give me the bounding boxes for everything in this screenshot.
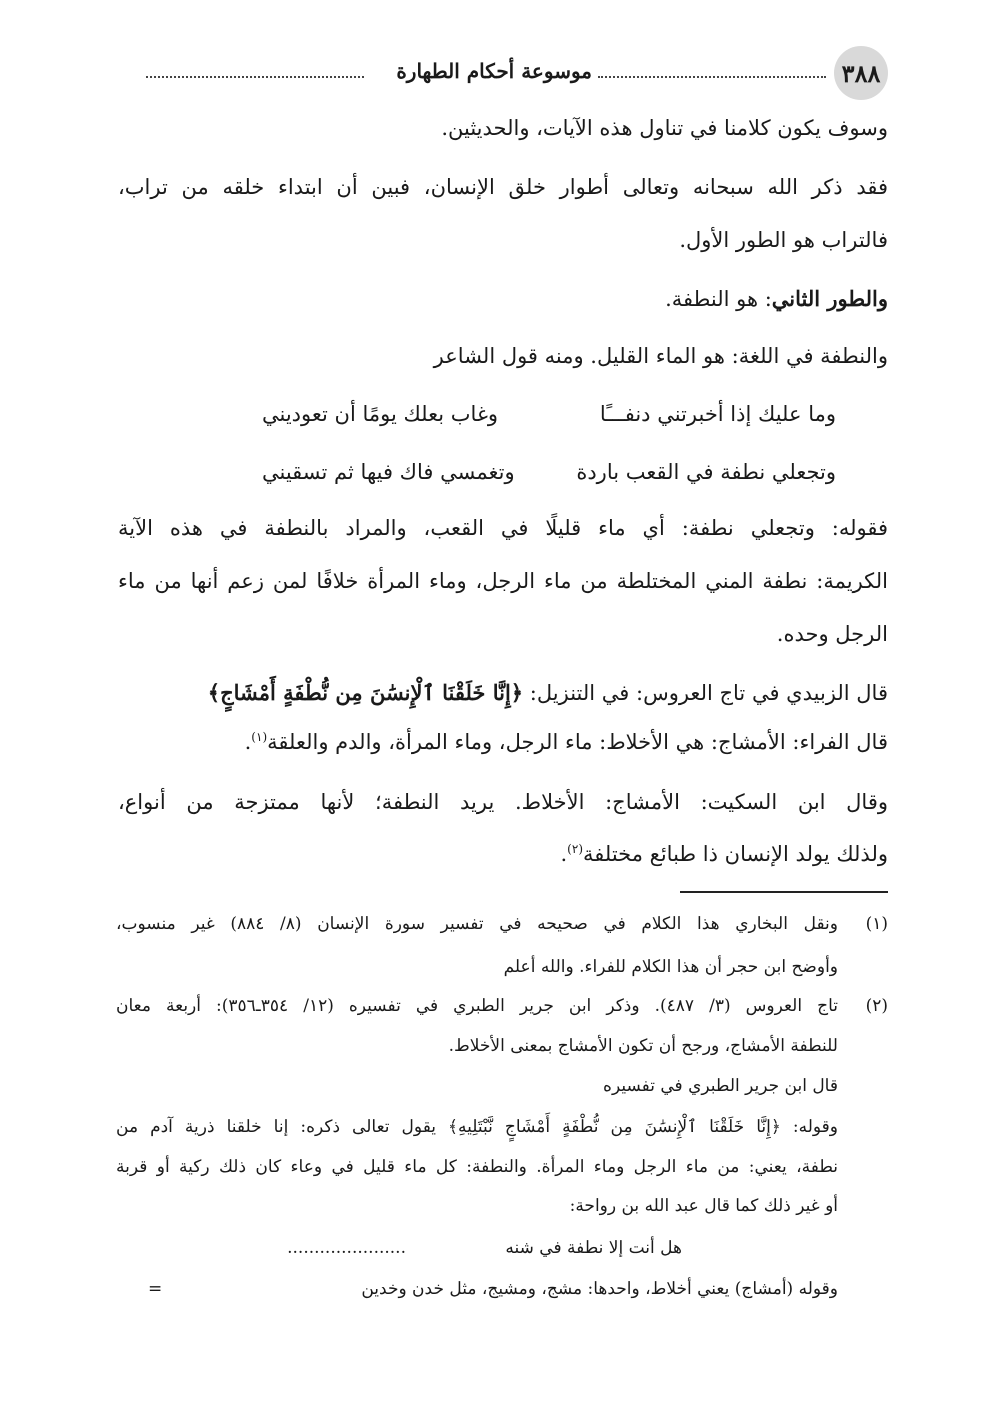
- paragraph-7: [245, 730, 888, 755]
- paragraph-2-line-1: فقد ذكر الله سبحانه وتعالى أطوار خلق الإنسان، فبين أن ابتداء خلقه من تراب،: [118, 175, 888, 199]
- paragraph-7-end: .: [244, 730, 252, 754]
- paragraph-4: والنطفة في اللغة: هو الماء القليل. ومنه قول الشاعر: [433, 344, 888, 368]
- footnote-1-line-2: وأوضح ابن حجر أن هذا الكلام للفراء. والله أعلم: [503, 957, 838, 977]
- footnote-2-line-3: قال ابن جرير الطبري في تفسيره: [603, 1076, 838, 1096]
- footnote-separator: [680, 891, 888, 893]
- page-header: [140, 46, 888, 102]
- header-dots-left: [146, 76, 364, 78]
- poem-line-2-left: وتغمسي فاك فيها ثم تسقيني: [262, 460, 515, 484]
- footnote-2-number: (٢): [865, 996, 888, 1016]
- paragraph-8-line-2: [560, 842, 888, 867]
- paragraph-2-line-2: فالتراب هو الطور الأول.: [679, 228, 888, 252]
- paragraph-6: [208, 680, 888, 706]
- footnote-2-line-1: تاج العروس (٣/ ٤٨٧). وذكر ابن جرير الطبري في تفسيره (١٢/ ٣٥٤ـ٣٥٦): أربعة معان: [116, 996, 838, 1016]
- continuation-mark: =: [148, 1279, 163, 1299]
- paragraph-5-line-3: الرجل وحده.: [776, 622, 888, 646]
- header-dots-right: [598, 76, 826, 78]
- paragraph-3-text: : هو النطفة.: [665, 287, 772, 311]
- paragraph-8-line-1: وقال ابن السكيت: الأمشاج: الأخلاط. يريد النطفة؛ لأنها ممتزجة من أنواع،: [118, 790, 888, 814]
- paragraph-1: وسوف يكون كلامنا في تناول هذه الآيات، والحديثين.: [441, 116, 888, 140]
- footnote-2-poem-left: ......................: [287, 1238, 406, 1258]
- poem-line-2-right: وتجعلي نطفة في القعب باردة: [576, 460, 836, 484]
- paragraph-5-line-1: فقوله: وتجعلي نطفة: أي ماء قليلًا في القعب، والمراد بالنطفة في هذه الآية: [118, 516, 888, 540]
- paragraph-6-intro: قال الزبيدي في تاج العروس: في التنزيل:: [523, 681, 888, 705]
- poem-line-1-right: وما عليك إذا أخبرتني دنفـــًا: [599, 402, 836, 426]
- footnote-1-line-1: ونقل البخاري هذا الكلام في صحيحه في تفسير سورة الإنسان (٨/ ٨٨٤) غير منسوب،: [116, 914, 838, 934]
- page-number: ٣٨٨: [834, 46, 888, 100]
- footnote-ref-2[interactable]: (٢): [567, 842, 583, 856]
- paragraph-3-bold: والطور الثاني: [771, 286, 888, 311]
- paragraph-8-text: ولذلك يولد الإنسان ذا طبائع مختلفة: [583, 842, 888, 866]
- footnote-2-line-5: نطفة، يعني: من ماء الرجل وماء المرأة. والنطفة: كل ماء قليل في وعاء كان ذلك ركية أو قربة: [116, 1157, 838, 1177]
- footnote-1-number: (١): [865, 914, 888, 934]
- poem-line-1-left: وغاب بعلك يومًا أن تعوديني: [262, 402, 499, 426]
- footnote-2-line-2: للنطفة الأمشاج، ورجح أن تكون الأمشاج بمعنى الأخلاط.: [448, 1036, 838, 1056]
- quran-verse: ﴿إِنَّا خَلَقْنَا ٱلْإِنسَٰنَ مِن نُّطْفَةٍ أَمْشَاجٍ﴾: [207, 680, 524, 705]
- footnote-2-line-6: أو غير ذلك كما قال عبد الله بن رواحة:: [569, 1196, 838, 1216]
- paragraph-7-text: قال الفراء: الأمشاج: هي الأخلاط: ماء الرجل، وماء المرأة، والدم والعلقة: [267, 730, 888, 754]
- footnote-2-poem-right: هل أنت إلا نطفة في شنه: [505, 1238, 682, 1258]
- paragraph-3: [665, 286, 888, 312]
- footnote-2-line-8: وقوله (أمشاج) يعني أخلاط، واحدها: مشج، ومشيج، مثل خدن وخدين: [361, 1279, 838, 1299]
- paragraph-5-line-2: الكريمة: نطفة المني المختلطة من ماء الرجل، وماء المرأة خلافًا لمن زعم أنها من ماء: [118, 569, 888, 593]
- header-title: موسوعة أحكام الطهارة: [396, 59, 592, 83]
- footnote-2-line-4: وقوله: ﴿إِنَّا خَلَقْنَا ٱلْإِنسَٰنَ مِن نُّطْفَةٍ أَمْشَاجٍ نَّبْتَلِيهِ﴾ يقول تعالى ذكره: إنا خلقنا ذرية آدم من: [116, 1117, 838, 1137]
- footnote-ref-1[interactable]: (١): [251, 730, 268, 744]
- paragraph-8-end: .: [560, 842, 568, 866]
